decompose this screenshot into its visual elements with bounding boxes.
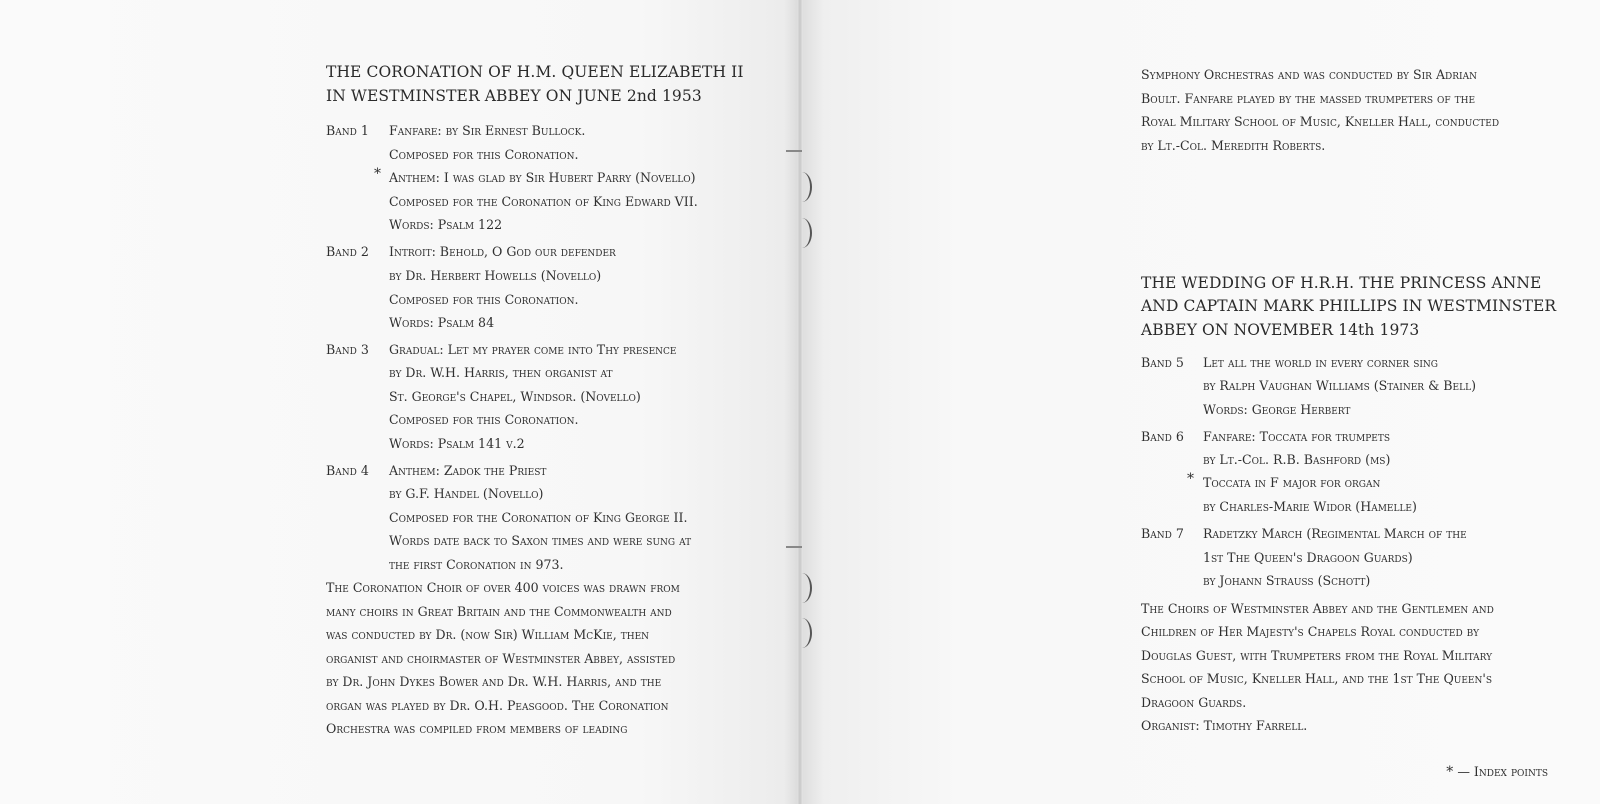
- track-line: Composed for the Coronation of King George II.: [389, 510, 688, 525]
- staple: [792, 218, 812, 248]
- track-line: Words: Psalm 122: [389, 217, 503, 232]
- wedding-heading-line: THE WEDDING OF H.R.H. THE PRINCESS ANNE: [1141, 274, 1542, 292]
- credits-paragraph-line: was conducted by Dr. (now Sir) William McKie, then: [326, 627, 650, 642]
- track-line: Composed for this Coronation.: [389, 147, 579, 162]
- track-line: Words: Psalm 84: [389, 315, 495, 330]
- index-point-asterisk-icon: *: [1187, 471, 1194, 487]
- staple: [792, 573, 812, 603]
- track-line: by Dr. Herbert Howells (Novello): [389, 268, 602, 283]
- credits-paragraph-line: The Choirs of Westminster Abbey and the Gentlemen and: [1141, 601, 1494, 616]
- credits-paragraph-line: School of Music, Kneller Hall, and the 1st The Queen's: [1141, 671, 1492, 686]
- continuation-line: Boult. Fanfare played by the massed trumpeters of the: [1141, 91, 1476, 106]
- track-line: Fanfare: Toccata for trumpets: [1203, 429, 1391, 444]
- band-label: Band 1: [326, 123, 369, 138]
- track-line: by Johann Strauss (Schott): [1203, 573, 1371, 588]
- continuation-line: by Lt.-Col. Meredith Roberts.: [1141, 138, 1326, 153]
- track-line: Let all the world in every corner sing: [1203, 355, 1438, 370]
- track-line: Words date back to Saxon times and were sung at: [389, 533, 692, 548]
- track-line: by Ralph Vaughan Williams (Stainer & Bell): [1203, 378, 1476, 393]
- credits-paragraph-line: Children of Her Majesty's Chapels Royal conducted by: [1141, 624, 1480, 639]
- track-line: Introit: Behold, O God our defender: [389, 244, 616, 259]
- track-line: St. George's Chapel, Windsor. (Novello): [389, 389, 641, 404]
- staple: [792, 172, 812, 202]
- wedding-heading-line: ABBEY ON NOVEMBER 14th 1973: [1141, 321, 1420, 339]
- track-line: Composed for this Coronation.: [389, 292, 579, 307]
- track-line: by Charles-Marie Widor (Hamelle): [1203, 499, 1417, 514]
- coronation-heading-line: IN WESTMINSTER ABBEY ON JUNE 2nd 1953: [326, 87, 702, 105]
- coronation-heading-line: THE CORONATION OF H.M. QUEEN ELIZABETH II: [326, 63, 744, 81]
- band-label: Band 6: [1141, 429, 1184, 444]
- credits-paragraph-line: organ was played by Dr. O.H. Peasgood. The Coronation: [326, 698, 669, 713]
- credits-paragraph-line: Orchestra was compiled from members of leading: [326, 721, 628, 736]
- band-label: Band 4: [326, 463, 369, 478]
- spine-mark: [786, 546, 802, 548]
- index-point-asterisk-icon: *: [374, 166, 381, 182]
- wedding-heading-line: AND CAPTAIN MARK PHILLIPS IN WESTMINSTER: [1141, 297, 1557, 315]
- track-line: Fanfare: by Sir Ernest Bullock.: [389, 123, 586, 138]
- track-line: Anthem: I was glad by Sir Hubert Parry (Novello): [389, 170, 696, 185]
- track-line: Composed for the Coronation of King Edward VII.: [389, 194, 698, 209]
- booklet-spine: [797, 0, 803, 804]
- band-label: Band 2: [326, 244, 369, 259]
- continuation-line: Symphony Orchestras and was conducted by Sir Adrian: [1141, 67, 1477, 82]
- track-line: Gradual: Let my prayer come into Thy presence: [389, 342, 677, 357]
- footnote-text: — Index points: [1457, 764, 1548, 779]
- track-line: by Dr. W.H. Harris, then organist at: [389, 365, 613, 380]
- track-line: 1st The Queen's Dragoon Guards): [1203, 550, 1413, 565]
- credits-paragraph-line: many choirs in Great Britain and the Commonwealth and: [326, 604, 672, 619]
- band-label: Band 5: [1141, 355, 1184, 370]
- track-line: by G.F. Handel (Novello): [389, 486, 544, 501]
- track-line: by Lt.-Col. R.B. Bashford (ms): [1203, 452, 1391, 467]
- band-label: Band 3: [326, 342, 369, 357]
- track-line: Radetzky March (Regimental March of the: [1203, 526, 1467, 541]
- credits-paragraph-line: organist and choirmaster of Westminster Abbey, assisted: [326, 651, 676, 666]
- spine-mark: [786, 150, 802, 152]
- track-line: Words: Psalm 141 v.2: [389, 436, 525, 451]
- track-line: Words: George Herbert: [1203, 402, 1351, 417]
- credits-paragraph-line: The Coronation Choir of over 400 voices was drawn from: [326, 580, 680, 595]
- continuation-line: Royal Military School of Music, Kneller Hall, conducted: [1141, 114, 1500, 129]
- index-point-asterisk-icon: *: [1446, 764, 1454, 780]
- band-label: Band 7: [1141, 526, 1184, 541]
- credits-paragraph-line: Dragoon Guards.: [1141, 695, 1247, 710]
- credits-paragraph-line: Douglas Guest, with Trumpeters from the Royal Military: [1141, 648, 1493, 663]
- track-line: Anthem: Zadok the Priest: [389, 463, 547, 478]
- index-points-footnote: [1446, 764, 1548, 780]
- track-line: Composed for this Coronation.: [389, 412, 579, 427]
- credits-paragraph-line: by Dr. John Dykes Bower and Dr. W.H. Harris, and the: [326, 674, 662, 689]
- credits-paragraph-line: Organist: Timothy Farrell.: [1141, 718, 1308, 733]
- track-line: the first Coronation in 973.: [389, 557, 564, 572]
- track-line: Toccata in F major for organ: [1203, 475, 1381, 490]
- staple: [792, 618, 812, 648]
